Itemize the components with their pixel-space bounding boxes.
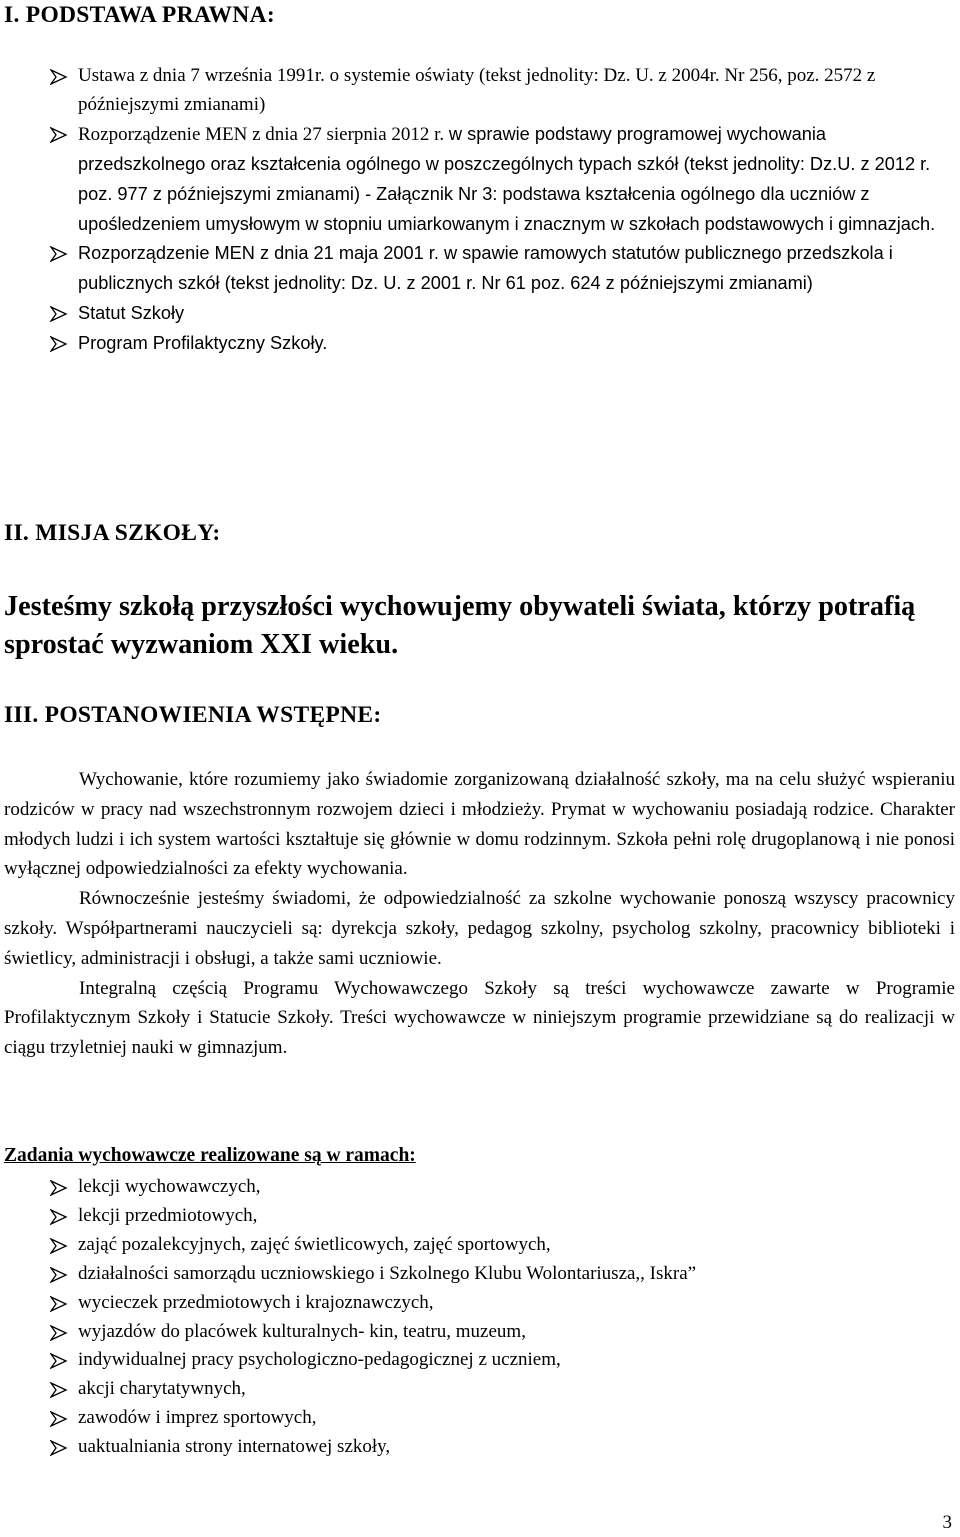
list-item bbox=[50, 1433, 930, 1462]
list-item-text: Rozporządzenie MEN z dnia 21 maja 2001 r. w spawie ramowych statutów publicznego przedszkola i publicznych szkół (tekst jednolity: Dz. U. z 2001 r. Nr 61 poz. 624 z późniejszymi zmianami) bbox=[78, 243, 893, 294]
list-item bbox=[50, 239, 950, 299]
list-item bbox=[50, 299, 950, 329]
paragraph: Integralną częścią Programu Wychowawczego Szkoły są treści wychowawcze zawarte w Programie Profilaktycznym Szkoły i Statucie Szkoły. Treści wychowawcze w niniejszym programie przewidziane są do realizacji w ciągu trzyletniej nauki w gimnazjum. bbox=[4, 977, 955, 1059]
list-item-text: lekcji wychowawczych, bbox=[78, 1176, 261, 1197]
list-item-text: lekcji przedmiotowych, bbox=[78, 1204, 258, 1226]
list-item bbox=[50, 1289, 930, 1318]
tasks-list bbox=[50, 1173, 930, 1462]
arrow-bullet-icon bbox=[50, 127, 68, 143]
list-item-text: zająć pozalekcyjnych, zajęć świetlicowych, zajęć sportowych, bbox=[78, 1233, 551, 1255]
list-item bbox=[50, 1375, 930, 1404]
arrow-bullet-icon bbox=[50, 69, 68, 85]
paragraph: Wychowanie, które rozumiemy jako świadomie zorganizowaną działalność szkoły, ma na celu służyć wspieraniu rodziców w pracy nad wszechstronnym rozwojem dzieci i młodzieży. Prymat w wychowaniu posiadają rodzice. Charakter młodych ludzi i ich system wartości kształtuje się głównie w domu rodzinnym. Szkoła pełni rolę drugoplanową i nie ponosi wyłącznej odpowiedzialności za efekty wychowania. bbox=[4, 769, 955, 880]
arrow-bullet-icon bbox=[50, 1238, 68, 1254]
arrow-bullet-icon bbox=[50, 1382, 68, 1398]
list-item-text: Ustawa z dnia 7 września 1991r. o systemie oświaty (tekst jednolity: Dz. U. z 2004r. Nr 256, poz. 2572 z późniejszymi zmianami) bbox=[78, 65, 876, 115]
list-item bbox=[50, 1318, 930, 1347]
list-item bbox=[50, 1346, 930, 1375]
list-item bbox=[50, 120, 950, 240]
list-item-text-sans: w sprawie podstawy programowej wychowania przedszkolnego oraz kształcenia ogólnego w poszczególnych typach szkół (tekst jednolity: Dz.U. z 2012 r. poz. 977 z późniejszymi zmianami) - Załącznik Nr 3: podstawa kształcenia ogólnego dla uczniów z upośledzeniem umysłowym w stopniu umiarkowanym i znacznym w szkołach podstawowych i gimnazjach. bbox=[78, 123, 936, 234]
list-item-text: uaktualniania strony internatowej szkoły, bbox=[78, 1436, 391, 1458]
list-item bbox=[50, 62, 950, 120]
list-item-text: akcji charytatywnych, bbox=[78, 1378, 246, 1400]
arrow-bullet-icon bbox=[50, 1180, 68, 1196]
list-item-text: indywidualnej pracy psychologiczno-pedagogicznej z uczniem, bbox=[78, 1349, 561, 1371]
list-item-text: wycieczek przedmiotowych i krajoznawczych, bbox=[78, 1291, 434, 1313]
arrow-bullet-icon bbox=[50, 1440, 68, 1456]
arrow-bullet-icon bbox=[50, 1267, 68, 1283]
list-item-text: zawodów i imprez sportowych, bbox=[78, 1407, 317, 1429]
list-item-text-serif: Rozporządzenie MEN z dnia 27 sierpnia 2012 r. bbox=[78, 123, 449, 145]
arrow-bullet-icon bbox=[50, 1353, 68, 1369]
paragraph: Równocześnie jesteśmy świadomi, że odpowiedzialność za szkolne wychowanie ponoszą wszyscy pracownicy szkoły. Współpartnerami nauczycieli są: dyrekcja szkoły, pedagog szkolny, psycholog szkolny, pracownicy biblioteki i świetlicy, administracji i obsługi, a także sami uczniowie. bbox=[4, 888, 955, 969]
arrow-bullet-icon bbox=[50, 1296, 68, 1312]
mission-statement: Jesteśmy szkołą przyszłości wychowujemy obywateli świata, którzy potrafią sprostać wyzwaniom XXI wieku. bbox=[4, 591, 916, 660]
list-item-text: Statut Szkoły bbox=[78, 303, 185, 324]
arrow-bullet-icon bbox=[50, 306, 68, 322]
arrow-bullet-icon bbox=[50, 246, 68, 262]
list-item-text: wyjazdów do placówek kulturalnych- kin, teatru, muzeum, bbox=[78, 1320, 526, 1342]
arrow-bullet-icon bbox=[50, 1411, 68, 1427]
list-item bbox=[50, 329, 950, 359]
arrow-bullet-icon bbox=[50, 1325, 68, 1341]
heading-introduction: III. POSTANOWIENIA WSTĘPNE: bbox=[4, 702, 382, 728]
list-item bbox=[50, 1404, 930, 1433]
list-item bbox=[50, 1231, 930, 1260]
list-item-text: Program Profilaktyczny Szkoły. bbox=[78, 333, 328, 354]
list-item-text: działalności samorządu uczniowskiego i Szkolnego Klubu Wolontariusza,, Iskra” bbox=[78, 1262, 697, 1284]
legal-basis-list bbox=[50, 62, 950, 359]
list-item bbox=[50, 1173, 930, 1202]
list-item bbox=[50, 1260, 930, 1289]
page-number: 3 bbox=[942, 1512, 952, 1533]
arrow-bullet-icon bbox=[50, 1209, 68, 1225]
arrow-bullet-icon bbox=[50, 336, 68, 352]
heading-mission: II. MISJA SZKOŁY: bbox=[4, 520, 221, 546]
list-item bbox=[50, 1202, 930, 1231]
introduction-text bbox=[4, 765, 955, 1063]
tasks-heading: Zadania wychowawcze realizowane są w ramach: bbox=[4, 1145, 416, 1166]
heading-legal-basis: I. PODSTAWA PRAWNA: bbox=[4, 2, 275, 28]
